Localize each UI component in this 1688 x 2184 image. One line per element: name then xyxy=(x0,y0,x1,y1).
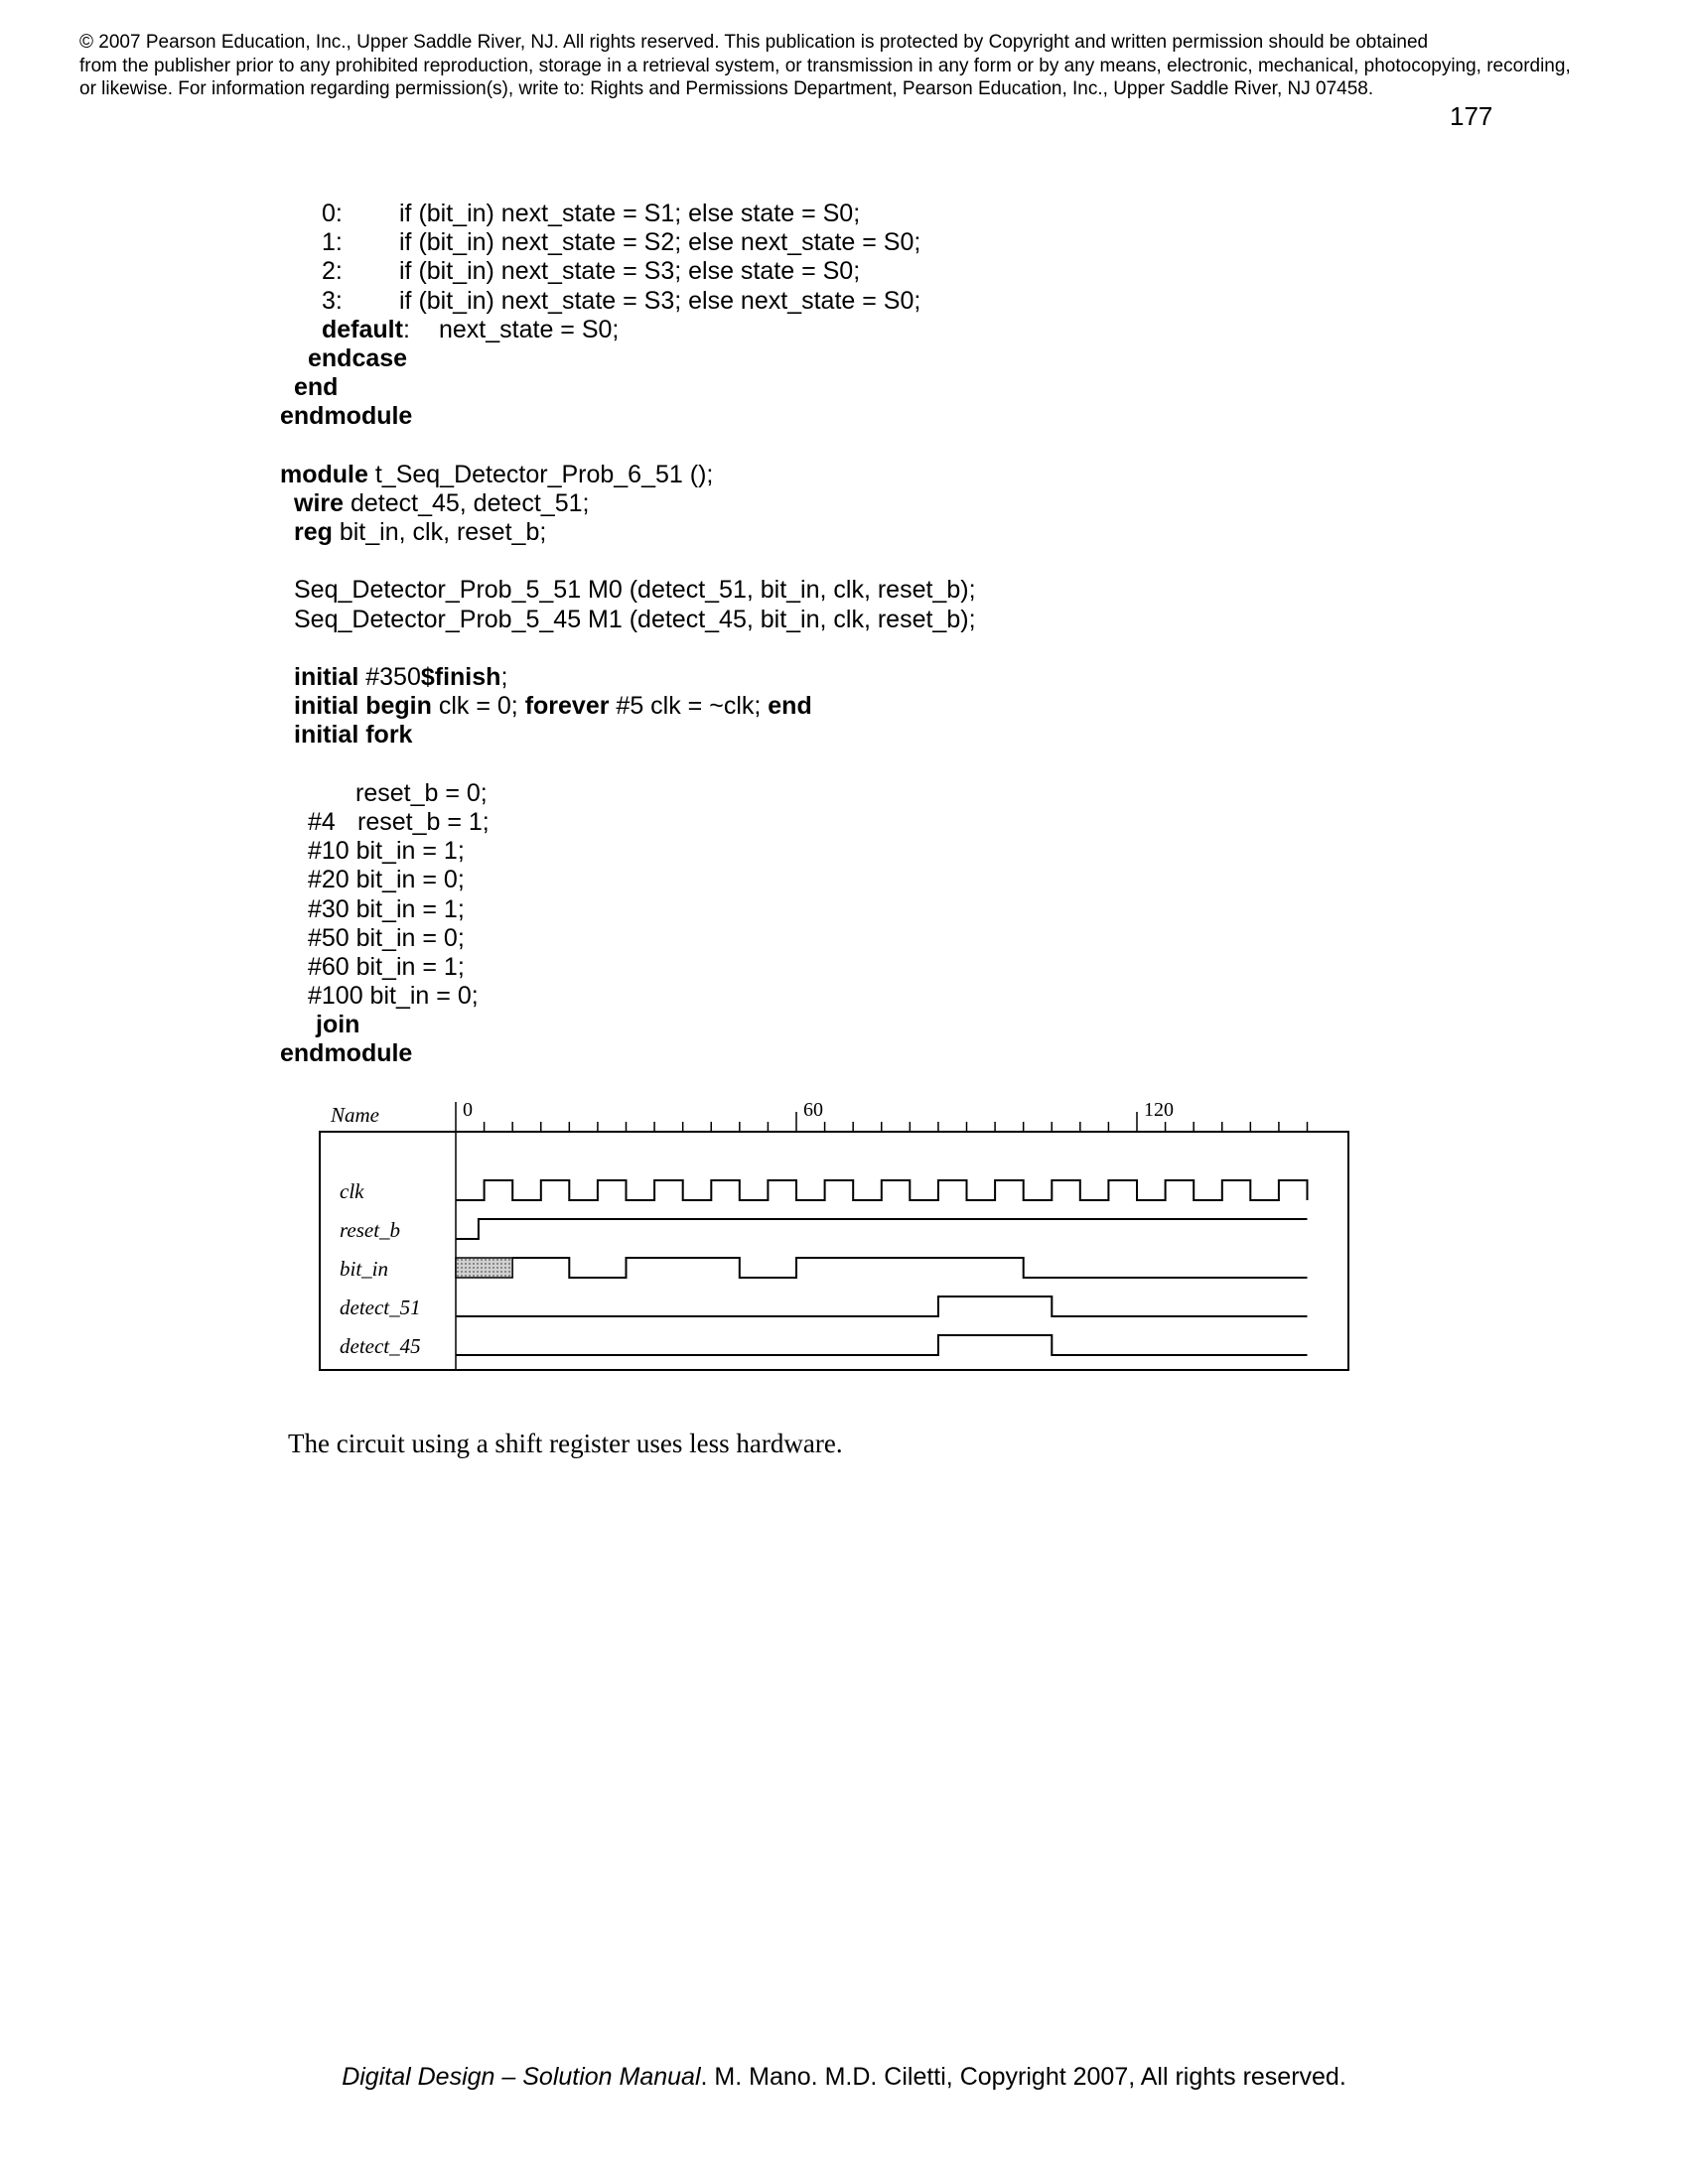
statement: reset_b = 1; xyxy=(357,807,490,836)
end-keyword: end xyxy=(768,692,812,721)
case-label: 1: xyxy=(322,228,343,257)
endcase-keyword: endcase xyxy=(308,343,408,372)
initial-keyword: initial xyxy=(294,663,359,691)
stimulus-line: #10 bit_in = 1; xyxy=(308,837,465,866)
end-keyword: end xyxy=(294,373,339,402)
delay: #4 xyxy=(308,807,336,836)
wire-names: detect_45, detect_51; xyxy=(344,488,590,517)
tick-label: 120 xyxy=(1144,1099,1174,1121)
signal-name: detect_45 xyxy=(340,1334,421,1358)
timing-frame xyxy=(320,1102,1348,1370)
footer xyxy=(0,2063,1688,2092)
waveform-reset-b xyxy=(456,1219,1308,1239)
time-ticks xyxy=(463,1099,1308,1132)
page-number: 177 xyxy=(1450,101,1493,131)
stimulus-line: #60 bit_in = 1; xyxy=(308,952,465,981)
stimulus-line: #30 bit_in = 1; xyxy=(308,894,465,923)
tick-label: 60 xyxy=(803,1099,823,1121)
signal-name: reset_b xyxy=(340,1218,401,1242)
caption: The circuit using a shift register uses less hardware. xyxy=(288,1429,843,1458)
name-header: Name xyxy=(331,1103,379,1127)
endmodule-keyword: endmodule xyxy=(280,1039,413,1068)
book-title: Digital Design – Solution Manual xyxy=(342,2063,701,2091)
waveform-clk xyxy=(456,1180,1308,1200)
wire-keyword: wire xyxy=(294,488,345,517)
case-statement: if (bit_in) next_state = S3; else next_state = S0; xyxy=(399,286,921,315)
stimulus-line: #20 bit_in = 0; xyxy=(308,866,465,894)
case-label: 0: xyxy=(322,200,343,227)
waveform-bit-in xyxy=(512,1258,1307,1278)
copyright-line: © 2007 Pearson Education, Inc., Upper Saddle River, NJ. All rights reserved. This publication is protected by Copyright and written permission should be obtained xyxy=(79,32,1429,53)
diagram-border xyxy=(320,1132,1348,1370)
join-keyword: join xyxy=(316,1011,360,1039)
signal-name: bit_in xyxy=(340,1257,389,1281)
semicolon: ; xyxy=(500,663,508,691)
initial-fork-keyword: initial fork xyxy=(294,721,413,750)
case-label: 2: xyxy=(322,257,343,286)
footer-credit: . M. Mano. M.D. Ciletti, Copyright 2007, All rights reserved. xyxy=(700,2063,1346,2091)
default-colon: : xyxy=(402,315,410,343)
forever-keyword: forever xyxy=(524,692,610,721)
instance-m0: Seq_Detector_Prob_5_51 M0 (detect_51, bit_in, clk, reset_b); xyxy=(294,576,976,605)
default-keyword: default xyxy=(322,315,403,343)
stimulus-line: #100 bit_in = 0; xyxy=(308,982,479,1011)
waveform-detect-51 xyxy=(456,1297,1308,1316)
finish-delay: #350 xyxy=(358,663,421,691)
instance-m1: Seq_Detector_Prob_5_45 M1 (detect_45, bit_in, clk, reset_b); xyxy=(294,605,976,633)
module-keyword: module xyxy=(280,460,368,488)
reg-keyword: reg xyxy=(294,518,333,547)
clk-init: clk = 0; xyxy=(431,692,525,721)
case-statement: if (bit_in) next_state = S3; else state = S0; xyxy=(399,257,861,286)
finish-keyword: $finish xyxy=(420,663,501,691)
stimulus-line: #50 bit_in = 0; xyxy=(308,923,465,952)
case-label: 3: xyxy=(322,286,343,315)
signal-name: clk xyxy=(340,1179,364,1203)
case-statement: if (bit_in) next_state = S2; else next_state = S0; xyxy=(399,228,921,257)
reg-names: bit_in, clk, reset_b; xyxy=(332,518,547,547)
waveform-detect-45 xyxy=(456,1335,1308,1355)
default-statement: next_state = S0; xyxy=(439,315,620,343)
copyright-line: from the publisher prior to any prohibited reproduction, storage in a retrieval system, or transmission in any form or by any means, electronic, mechanical, photocopying, recording, xyxy=(79,55,1571,76)
forever-statement: #5 clk = ~clk; xyxy=(609,692,769,721)
case-statement: if (bit_in) next_state = S1; else state = S0; xyxy=(399,200,861,227)
initial-begin-keyword: initial begin xyxy=(294,692,432,721)
waveforms xyxy=(340,1179,1308,1358)
tick-label: 0 xyxy=(463,1099,473,1121)
stimulus-line: reset_b = 0; xyxy=(355,778,488,807)
module-name: t_Seq_Detector_Prob_6_51 (); xyxy=(367,460,714,488)
signal-name: detect_51 xyxy=(340,1296,421,1319)
copyright-line: or likewise. For information regarding permission(s), write to: Rights and Permissions Department, Pearson Education, Inc., Upper Saddle River, NJ 07458. xyxy=(79,78,1374,99)
endmodule-keyword: endmodule xyxy=(280,402,413,431)
unknown-region xyxy=(456,1258,512,1278)
